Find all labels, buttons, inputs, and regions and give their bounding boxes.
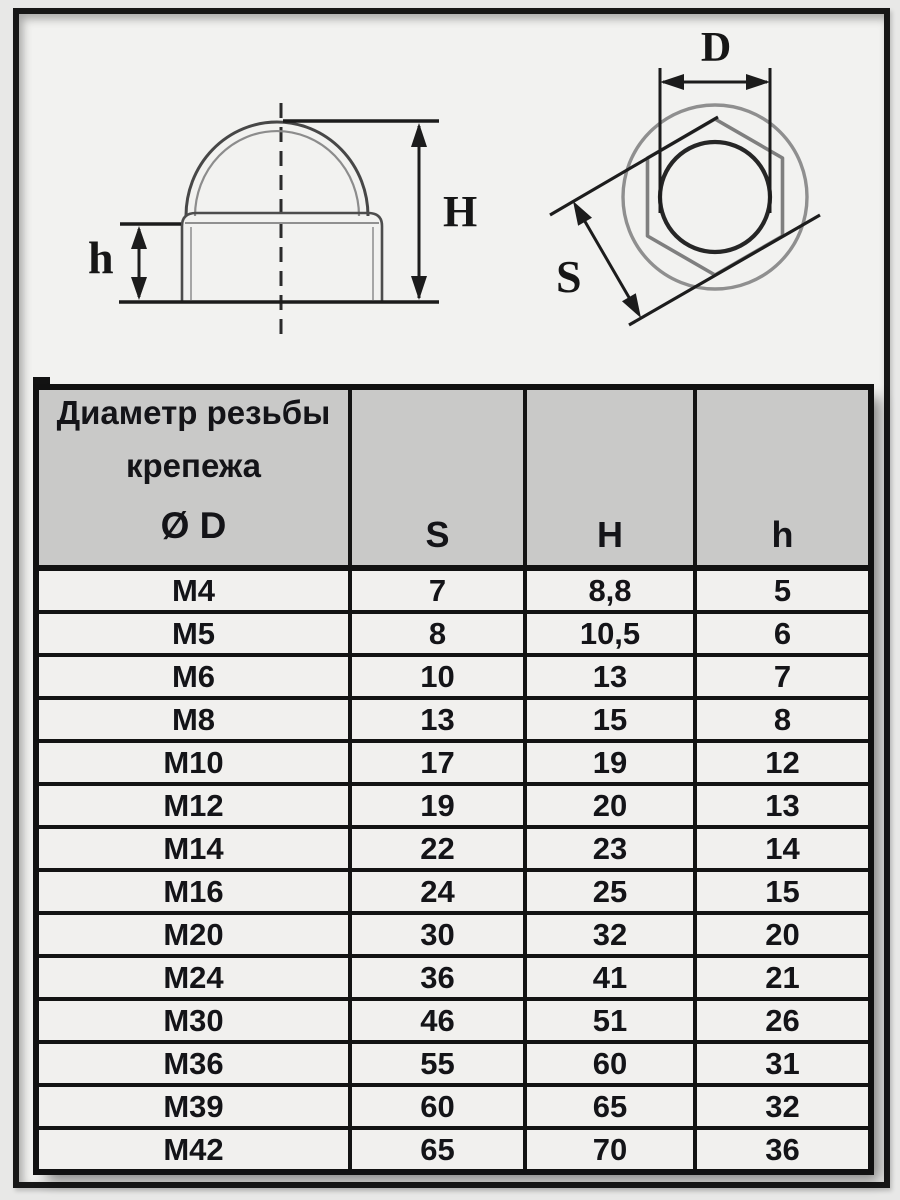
wrench-tangent-line-upper <box>550 117 718 215</box>
wrench-size-label: S <box>556 251 582 302</box>
dome-outline <box>186 122 368 216</box>
cap-nut-technical-drawing <box>0 0 900 375</box>
thread-hole-circle <box>660 142 770 252</box>
thread-size-cell: M14 <box>36 827 350 870</box>
wrench-size-cell: 55 <box>350 1042 525 1085</box>
wrench-size-cell: 36 <box>350 956 525 999</box>
header-thread-line2: крепежа <box>125 447 262 484</box>
top-view-drawing <box>550 25 820 325</box>
base-height-cell: 13 <box>695 784 871 827</box>
base-height-cell: 32 <box>695 1085 871 1128</box>
side-view-drawing <box>88 103 477 335</box>
header-thread-diameter <box>36 387 350 568</box>
header-base-height: h <box>695 387 871 568</box>
header-thread-line3: Ø D <box>160 505 227 546</box>
table-row <box>36 827 871 870</box>
base-height-cell: 21 <box>695 956 871 999</box>
wrench-size-cell: 19 <box>350 784 525 827</box>
base-height-label: h <box>88 232 114 283</box>
total-height-label: H <box>443 187 478 236</box>
thread-size-cell: M10 <box>36 741 350 784</box>
table-row <box>36 741 871 784</box>
table-row <box>36 1128 871 1172</box>
wrench-size-cell: 65 <box>350 1128 525 1172</box>
total-height-cell: 13 <box>525 655 695 698</box>
base-height-cell: 6 <box>695 612 871 655</box>
thread-size-cell: M5 <box>36 612 350 655</box>
base-height-cell: 14 <box>695 827 871 870</box>
thread-size-cell: M8 <box>36 698 350 741</box>
thread-size-cell: M30 <box>36 999 350 1042</box>
total-height-cell: 32 <box>525 913 695 956</box>
total-height-cell: 70 <box>525 1128 695 1172</box>
total-height-cell: 20 <box>525 784 695 827</box>
base-height-cell: 36 <box>695 1128 871 1172</box>
table-row <box>36 956 871 999</box>
wrench-size-cell: 13 <box>350 698 525 741</box>
wrench-size-cell: 60 <box>350 1085 525 1128</box>
base-height-cell: 8 <box>695 698 871 741</box>
table-row <box>36 1042 871 1085</box>
thread-size-cell: M12 <box>36 784 350 827</box>
total-height-cell: 51 <box>525 999 695 1042</box>
size-table-body <box>36 568 871 1172</box>
wrench-size-cell: 10 <box>350 655 525 698</box>
wrench-size-dimension-arrow <box>573 201 641 318</box>
total-height-cell: 10,5 <box>525 612 695 655</box>
wrench-size-cell: 7 <box>350 568 525 612</box>
table-row <box>36 1085 871 1128</box>
wrench-size-cell: 8 <box>350 612 525 655</box>
total-height-cell: 60 <box>525 1042 695 1085</box>
base-height-cell: 26 <box>695 999 871 1042</box>
dimensions-table-header <box>36 387 871 568</box>
table-row <box>36 655 871 698</box>
thread-size-cell: M36 <box>36 1042 350 1085</box>
total-height-cell: 19 <box>525 741 695 784</box>
thread-size-cell: M4 <box>36 568 350 612</box>
thread-size-cell: M16 <box>36 870 350 913</box>
base-height-cell: 12 <box>695 741 871 784</box>
thread-size-cell: M20 <box>36 913 350 956</box>
header-total-height: H <box>525 387 695 568</box>
total-height-cell: 23 <box>525 827 695 870</box>
table-row <box>36 913 871 956</box>
thread-size-cell: M24 <box>36 956 350 999</box>
total-height-dimension-arrow <box>411 123 427 300</box>
wrench-size-cell: 22 <box>350 827 525 870</box>
header-row <box>36 387 871 568</box>
table-row <box>36 870 871 913</box>
wrench-size-cell: 46 <box>350 999 525 1042</box>
dimensions-table <box>33 384 874 1175</box>
table-row <box>36 568 871 612</box>
total-height-cell: 8,8 <box>525 568 695 612</box>
diameter-dimension-arrow <box>660 74 770 90</box>
total-height-cell: 15 <box>525 698 695 741</box>
wrench-size-cell: 30 <box>350 913 525 956</box>
table-row <box>36 784 871 827</box>
base-height-cell: 31 <box>695 1042 871 1085</box>
header-wrench-size: S <box>350 387 525 568</box>
total-height-cell: 41 <box>525 956 695 999</box>
wrench-size-cell: 17 <box>350 741 525 784</box>
total-height-cell: 65 <box>525 1085 695 1128</box>
header-thread-line1: Диаметр резьбы <box>56 394 331 431</box>
base-height-cell: 7 <box>695 655 871 698</box>
table-row <box>36 999 871 1042</box>
base-height-dimension-arrow <box>131 226 147 300</box>
total-height-cell: 25 <box>525 870 695 913</box>
base-height-cell: 15 <box>695 870 871 913</box>
table-row <box>36 698 871 741</box>
diameter-label: D <box>700 25 732 71</box>
base-height-cell: 5 <box>695 568 871 612</box>
wrench-size-cell: 24 <box>350 870 525 913</box>
thread-size-cell: M39 <box>36 1085 350 1128</box>
table-row <box>36 612 871 655</box>
thread-size-cell: M6 <box>36 655 350 698</box>
base-height-cell: 20 <box>695 913 871 956</box>
outer-flange-circle <box>623 105 807 289</box>
thread-size-cell: M42 <box>36 1128 350 1172</box>
